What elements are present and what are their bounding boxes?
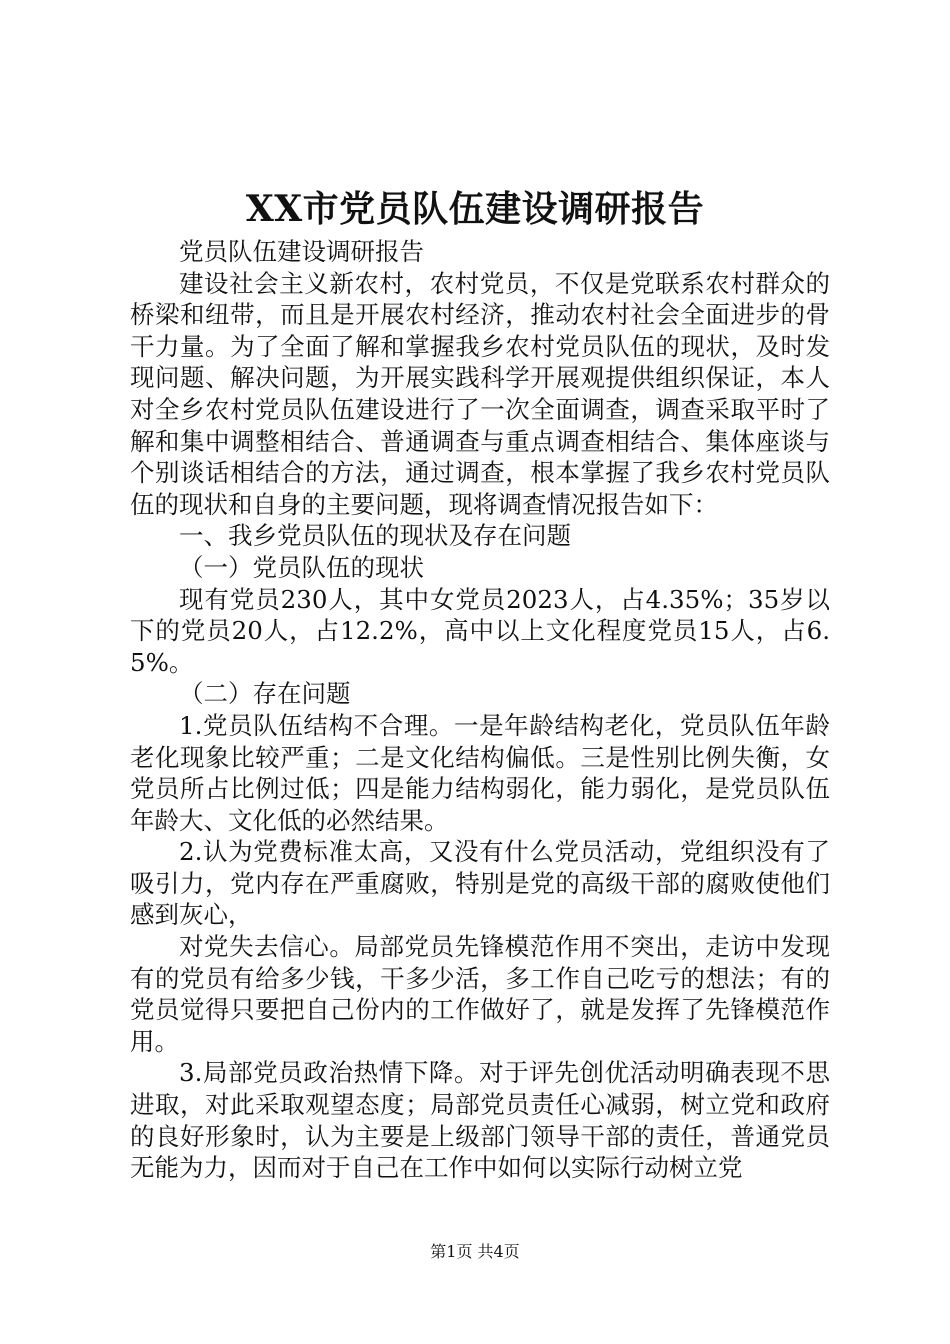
paragraph-problem-2-continued: 对党失去信心。局部党员先锋模范作用不突出，走访中发现有的党员有给多少钱，干多少活，多工作自己吃亏的想法；有的党员觉得只要把自己份内的工作做好了，就是发挥了先锋模范作用。 [130,932,830,1056]
document-title: XX市党员队伍建设调研报告 [245,188,705,230]
paragraph-intro: 建设社会主义新农村，农村党员，不仅是党联系农村群众的桥梁和纽带，而且是开展农村经济，推动农村社会全面进步的骨干力量。为了全面了解和掌握我乡农村党员队伍的现状，及时发现问题、解决问题，为开展实践科学开展观提供组织保证，本人对全乡农村党员队伍建设进行了一次全面调查，调查采取平时了解和集中调整相结合、普通调查与重点调查相结合、集体座谈与个别谈话相结合的方法，通过调查，根本掌握了我乡农村党员队伍的现状和自身的主要问题，现将调查情况报告如下： [130,268,830,519]
paragraph-problem-3: 3.局部党员政治热情下降。对于评先创优活动明确表现不思进取，对此采取观望态度；局部党员责任心减弱，树立党和政府的良好形象时，认为主要是上级部门领导干部的责任，普通党员无能为力，因而对于自己在工作中如何以实际行动树立党 [130,1058,830,1183]
heading-subsection-2: （二）存在问题 [179,679,351,709]
paragraph-subtitle: 党员队伍建设调研报告 [179,237,424,266]
paragraph-status: 现有党员230人，其中女党员2023人，占4.35%；35岁以下的党员20人，占12.2%，高中以上文化程度党员15人，占6.5%。 [130,584,830,677]
page-number-footer: 第1页 共4页 [430,1242,520,1261]
heading-section-1: 一、我乡党员队伍的现状及存在问题 [179,521,571,551]
heading-subsection-1: （一）党员队伍的现状 [179,552,424,582]
paragraph-problem-2: 2.认为党费标准太高，又没有什么党员活动，党组织没有了吸引力，党内存在严重腐败，特别是党的高级干部的腐败使他们感到灰心， [130,837,830,930]
document-body [130,236,830,1184]
paragraph-problem-1: 1.党员队伍结构不合理。一是年龄结构老化，党员队伍年龄老化现象比较严重；二是文化结构偏低。三是性别比例失衡，女党员所占比例过低；四是能力结构弱化，能力弱化，是党员队伍年龄大、文化低的必然结果。 [130,710,830,835]
